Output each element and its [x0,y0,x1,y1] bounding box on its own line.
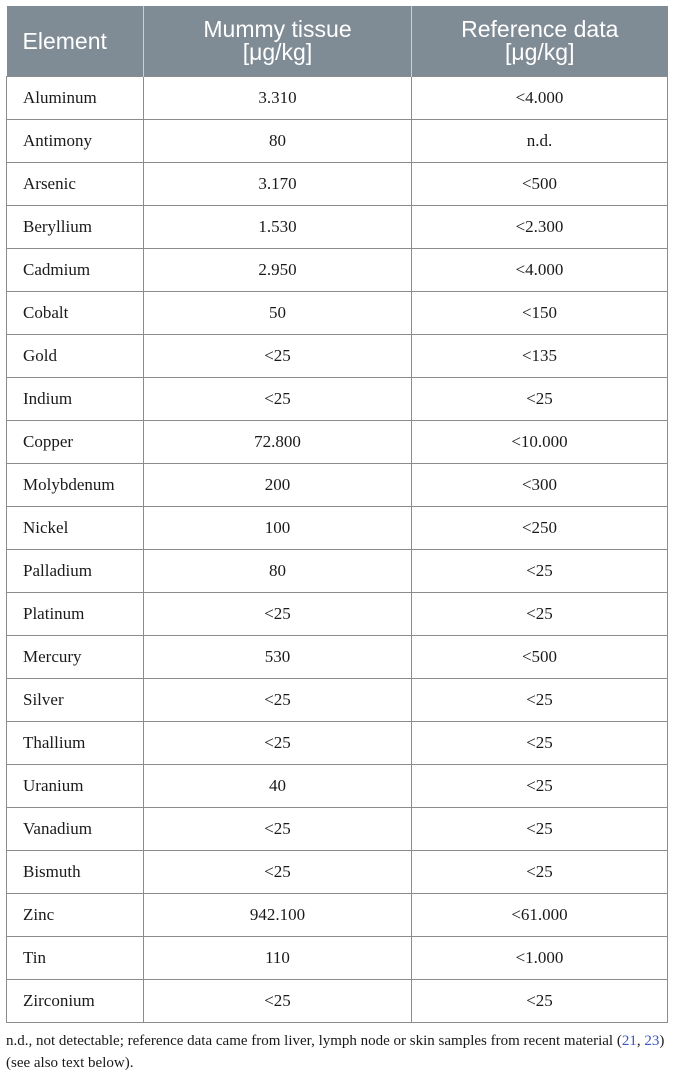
mummy-tissue-cell: <25 [144,593,412,636]
table-row [7,894,668,937]
table-row [7,937,668,980]
mummy-tissue-cell: 80 [144,550,412,593]
reference-data-cell: <25 [412,722,668,765]
table-row [7,507,668,550]
reference-data-cell: <2.300 [412,206,668,249]
reference-data-cell: <135 [412,335,668,378]
mummy-tissue-cell: <25 [144,378,412,421]
mummy-tissue-cell: 3.170 [144,163,412,206]
table-footnote [6,1030,670,1074]
mummy-tissue-cell: 3.310 [144,77,412,120]
table-row [7,593,668,636]
header-element-label: Element [22,27,107,54]
reference-data-cell: <25 [412,679,668,722]
mummy-tissue-cell: <25 [144,722,412,765]
table-row [7,292,668,335]
element-cell: Zinc [7,894,144,937]
element-cell: Nickel [7,507,144,550]
element-cell: Platinum [7,593,144,636]
reference-data-cell: <500 [412,163,668,206]
table-row [7,464,668,507]
element-cell: Bismuth [7,851,144,894]
mummy-tissue-cell: <25 [144,335,412,378]
element-cell: Palladium [7,550,144,593]
table-row [7,851,668,894]
table-row [7,980,668,1023]
mummy-tissue-cell: 100 [144,507,412,550]
reference-data-cell: <4.000 [412,77,668,120]
reference-data-cell: <61.000 [412,894,668,937]
reference-data-cell: <150 [412,292,668,335]
header-element [7,6,144,77]
reference-data-cell: <4.000 [412,249,668,292]
reference-data-cell: <25 [412,808,668,851]
mummy-tissue-cell: 40 [144,765,412,808]
table-row [7,550,668,593]
element-cell: Mercury [7,636,144,679]
table-row [7,679,668,722]
footnote-text: n.d., not detectable; reference data came from liver, lymph node or skin samples from recent material ( [6,1033,622,1049]
table-row [7,765,668,808]
reference-data-cell: <25 [412,550,668,593]
element-cell: Antimony [7,120,144,163]
element-cell: Beryllium [7,206,144,249]
mummy-tissue-cell: 530 [144,636,412,679]
footnote-separator: , [636,1033,645,1049]
footnote-text-end: ) (see also text below). [6,1033,665,1071]
reference-data-cell: n.d. [412,120,668,163]
table-row [7,335,668,378]
table-row [7,77,668,120]
table-row [7,421,668,464]
mummy-tissue-cell: <25 [144,808,412,851]
reference-data-cell: <500 [412,636,668,679]
element-cell: Vanadium [7,808,144,851]
element-cell: Cobalt [7,292,144,335]
table-row [7,206,668,249]
element-cell: Aluminum [7,77,144,120]
mummy-tissue-cell: 200 [144,464,412,507]
mummy-tissue-cell: <25 [144,679,412,722]
reference-data-cell: <10.000 [412,421,668,464]
element-cell: Uranium [7,765,144,808]
table-row [7,722,668,765]
table-row [7,163,668,206]
header-reference-data [412,6,668,77]
table-row [7,636,668,679]
mummy-tissue-cell: 110 [144,937,412,980]
table-row [7,249,668,292]
mummy-tissue-cell: 1.530 [144,206,412,249]
reference-data-cell: <25 [412,593,668,636]
header-row [7,6,668,77]
table-row [7,120,668,163]
header-mummy-tissue-unit: [μg/kg] [242,39,313,65]
reference-data-cell: <250 [412,507,668,550]
table-row [7,378,668,421]
element-cell: Molybdenum [7,464,144,507]
reference-data-cell: <25 [412,765,668,808]
header-reference-data-label: Reference data [461,16,619,42]
element-cell: Silver [7,679,144,722]
reference-link-23[interactable]: 23 [644,1033,660,1049]
element-cell: Indium [7,378,144,421]
mummy-tissue-cell: 942.100 [144,894,412,937]
mummy-tissue-cell: 80 [144,120,412,163]
reference-data-cell: <25 [412,851,668,894]
mummy-tissue-cell: 2.950 [144,249,412,292]
mummy-tissue-cell: 50 [144,292,412,335]
mummy-tissue-cell: <25 [144,851,412,894]
reference-data-cell: <25 [412,378,668,421]
element-cell: Thallium [7,722,144,765]
element-cell: Arsenic [7,163,144,206]
reference-link-21[interactable]: 21 [621,1033,637,1049]
element-cell: Copper [7,421,144,464]
header-reference-data-unit: [μg/kg] [504,39,575,65]
element-cell: Cadmium [7,249,144,292]
element-cell: Gold [7,335,144,378]
table-container [6,6,667,1023]
mummy-tissue-cell: <25 [144,980,412,1023]
reference-data-cell: <1.000 [412,937,668,980]
reference-data-cell: <300 [412,464,668,507]
reference-data-cell: <25 [412,980,668,1023]
element-cell: Zirconium [7,980,144,1023]
table-header [7,6,668,77]
mummy-tissue-cell: 72.800 [144,421,412,464]
trace-elements-table [6,6,668,1023]
element-cell: Tin [7,937,144,980]
header-mummy-tissue [144,6,412,77]
table-body [7,77,668,1023]
table-row [7,808,668,851]
header-mummy-tissue-label: Mummy tissue [203,16,352,42]
